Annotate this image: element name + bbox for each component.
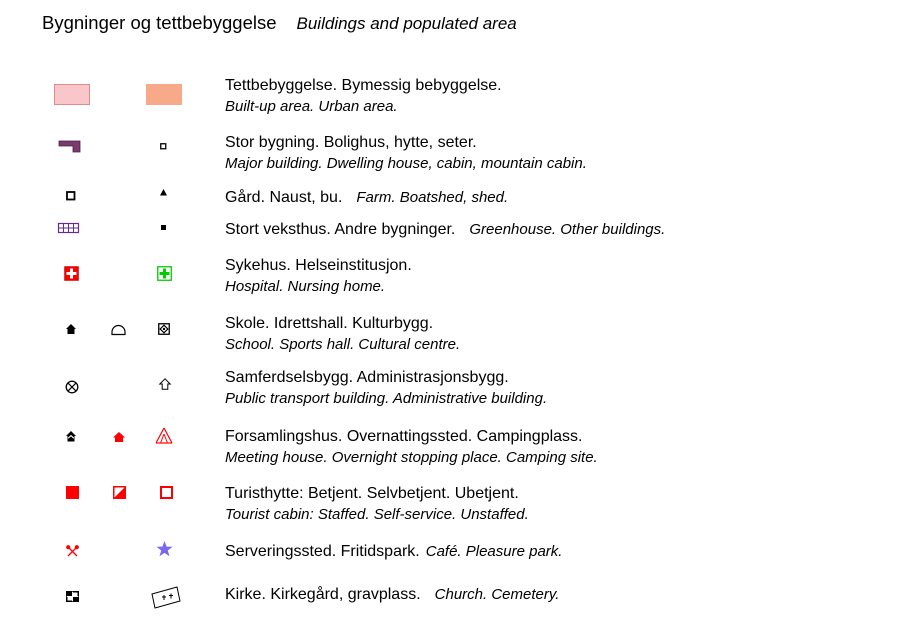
row-text-norwegian: Stor bygning. Bolighus, hytte, seter.	[225, 134, 477, 151]
row-text-english: Built-up area. Urban area.	[225, 98, 398, 115]
legend-title-english: Buildings and populated area	[296, 14, 517, 33]
meeting-house-icon	[66, 431, 76, 442]
legend-row-built-up	[225, 75, 502, 117]
row-text-english: Public transport building. Administrative building.	[225, 390, 548, 407]
row-text-english: Tourist cabin: Staffed. Self-service. Unstaffed.	[225, 506, 529, 523]
row-text-norwegian: Samferdselsbygg. Administrasjonsbygg.	[225, 369, 509, 386]
row-text-norwegian: Sykehus. Helseinstitusjon.	[225, 257, 412, 274]
urban-area-swatch	[146, 84, 182, 105]
cafe-icon	[66, 545, 79, 557]
legend-title	[42, 12, 517, 34]
legend-row-major-building	[225, 132, 587, 174]
row-text-english: Meeting house. Overnight stopping place. Camping site.	[225, 449, 598, 466]
legend-row-church	[225, 584, 559, 605]
tourist-cabin-unstaffed-icon	[160, 486, 173, 499]
row-text-norwegian: Gård. Naust, bu.	[225, 189, 343, 206]
other-building-icon	[161, 225, 166, 230]
legend-row-tourist-cabin	[225, 483, 529, 525]
row-text-english: Café. Pleasure park.	[425, 543, 563, 560]
greenhouse-icon	[58, 223, 80, 234]
legend-row-school	[225, 313, 460, 355]
row-text-norwegian: Forsamlingshus. Overnattingssted. Campingplass.	[225, 428, 583, 445]
major-building-icon	[59, 141, 81, 153]
legend-row-greenhouse	[225, 219, 665, 240]
pleasure-park-icon	[156, 541, 173, 557]
school-icon	[66, 324, 76, 334]
legend-row-meeting-house	[225, 426, 598, 468]
row-text-norwegian: Turisthytte: Betjent. Selvbetjent. Ubetjent.	[225, 485, 519, 502]
dwelling-house-icon	[160, 143, 167, 150]
legend-row-cafe	[225, 541, 562, 562]
tourist-cabin-self-service-icon	[113, 486, 126, 499]
row-text-english: Farm. Boatshed, shed.	[356, 189, 509, 206]
row-text-english: School. Sports hall. Cultural centre.	[225, 336, 461, 353]
tourist-cabin-staffed-icon	[66, 486, 79, 499]
church-icon	[66, 591, 79, 602]
row-text-english: Church. Cemetery.	[434, 586, 560, 603]
legend-title-norwegian: Bygninger og tettbebyggelse	[42, 12, 277, 33]
row-text-norwegian: Stort veksthus. Andre bygninger.	[225, 221, 456, 238]
administrative-building-icon	[159, 378, 171, 390]
row-text-norwegian: Skole. Idrettshall. Kulturbygg.	[225, 315, 434, 332]
row-text-english: Major building. Dwelling house, cabin, mountain cabin.	[225, 155, 587, 172]
legend-row-transport	[225, 367, 547, 409]
hospital-icon	[64, 266, 79, 281]
row-text-english: Hospital. Nursing home.	[225, 278, 386, 295]
sports-hall-icon	[111, 325, 126, 335]
boatshed-icon	[160, 189, 167, 196]
row-text-english: Greenhouse. Other buildings.	[469, 221, 666, 238]
camping-site-icon	[155, 428, 173, 444]
transport-building-icon	[65, 380, 79, 394]
cultural-centre-icon	[158, 323, 170, 335]
cemetery-icon	[151, 586, 181, 610]
legend-row-hospital	[225, 255, 412, 297]
nursing-home-icon	[157, 266, 172, 281]
row-text-norwegian: Serveringssted. Fritidspark.	[225, 543, 420, 560]
row-text-norwegian: Kirke. Kirkegård, gravplass.	[225, 586, 421, 603]
farm-icon	[66, 191, 76, 201]
overnight-place-icon	[113, 432, 125, 442]
row-text-norwegian: Tettbebyggelse. Bymessig bebyggelse.	[225, 77, 502, 94]
legend-row-farm	[225, 187, 508, 208]
built-up-area-swatch	[54, 84, 90, 105]
